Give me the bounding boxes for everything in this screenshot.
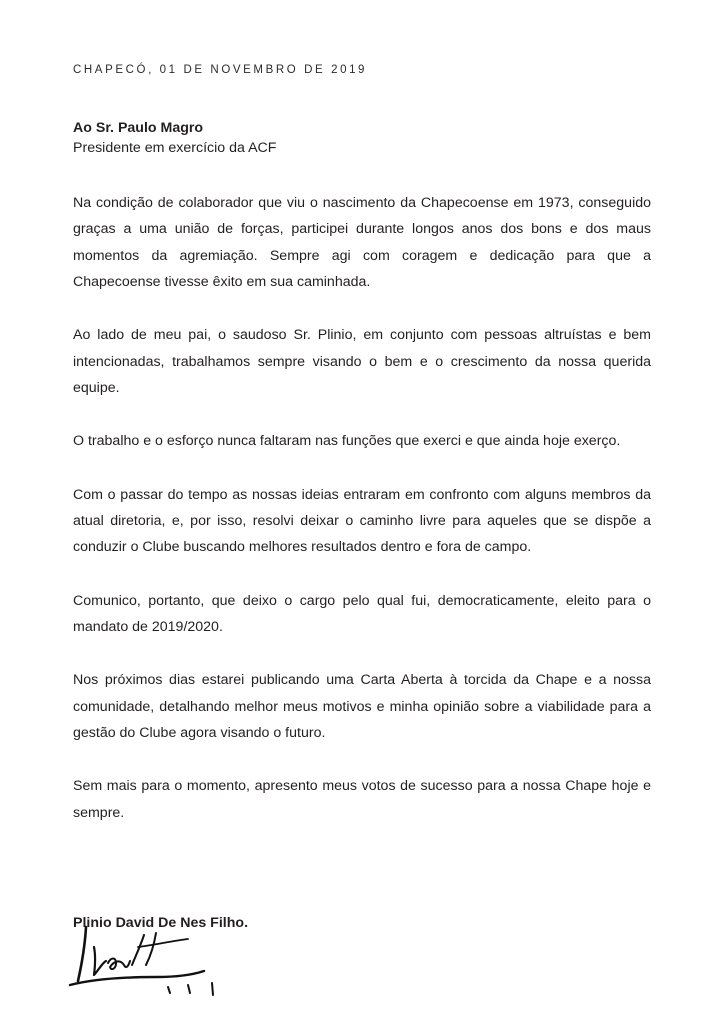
paragraph: Na condição de colaborador que viu o nascimento da Chapecoense em 1973, conseguido graças a uma união de forças, participei durante longos anos dos bons e dos maus momentos da agremiação. Sempre agi com coragem e dedicação para que a Chapecoense tivesse êxito em sua caminhada. [73, 195, 651, 291]
paragraph: Ao lado de meu pai, o saudoso Sr. Plinio, em conjunto com pessoas altruístas e bem intencionadas, trabalhamos sempre visando o bem e o crescimento da nossa querida equipe. [73, 327, 651, 397]
paragraph: Sem mais para o momento, apresento meus votos de sucesso para a nossa Chape hoje e sempre. [73, 778, 651, 821]
addressee-name: Ao Sr. Paulo Magro [73, 120, 204, 136]
letter-body [73, 190, 651, 853]
signatory-name: Plinio David De Nes Filho. [73, 915, 249, 931]
addressee-role: Presidente em exercício da ACF [73, 140, 277, 156]
paragraph: O trabalho e o esforço nunca faltaram nas funções que exerci e que ainda hoje exerço. [73, 433, 621, 450]
paragraph: Nos próximos dias estarei publicando uma Carta Aberta à torcida da Chape e a nossa comunidade, detalhando melhor meus motivos e minha opinião sobre a viabilidade para a gestão do Clube agora visando o futuro. [73, 672, 651, 742]
handwritten-signature [64, 905, 244, 1005]
letter-dateline: CHAPECÓ, 01 DE NOVEMBRO DE 2019 [73, 64, 368, 76]
addressee-block [73, 118, 653, 158]
paragraph: Comunico, portanto, que deixo o cargo pelo qual fui, democraticamente, eleito para o mandato de 2019/2020. [73, 592, 651, 636]
paragraph: Com o passar do tempo as nossas ideias entraram em confronto com alguns membros da atual diretoria, e, por isso, resolvi deixar o caminho livre para aqueles que se dispõe a conduzir o Clube buscando melhores resultados dentro e fora de campo. [73, 486, 651, 556]
